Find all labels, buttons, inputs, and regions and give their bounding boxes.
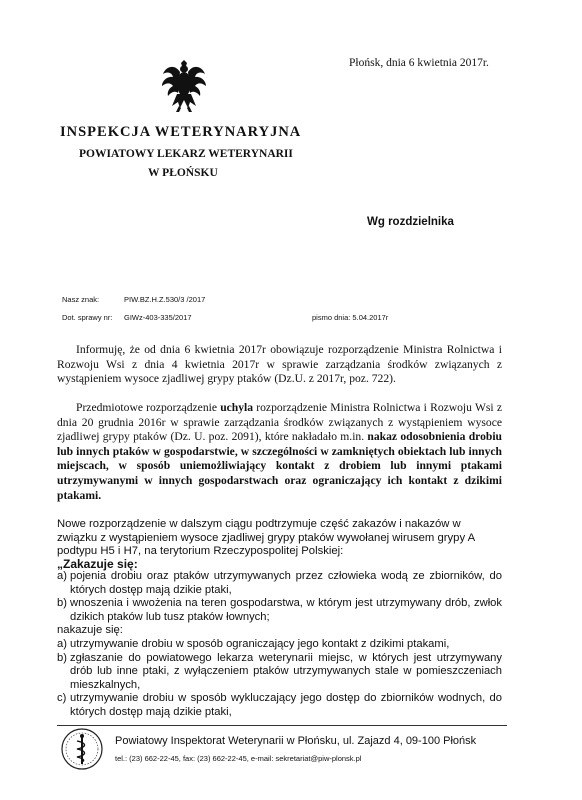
- orders-list: [57, 638, 502, 720]
- recipient: Wg rozdzielnika: [367, 216, 454, 228]
- letter-date: pismo dnia: 5.04.2017r: [312, 313, 389, 322]
- paragraph-intro: Informuję, że od dnia 6 kwietnia 2017r obowiązuje rozporządzenie Ministra Rolnictwa i Rozwoju Wsi z dnia 4 kwietnia 2017r w sprawie zarządzania środków związanych z wystąpieniem wysoce zjadliwej grypy ptaków (Dz.U. z 2017r, poz. 722).: [57, 343, 502, 386]
- list-item: [57, 570, 502, 597]
- list-item: [57, 692, 502, 719]
- p2-keyword: uchyla: [220, 401, 254, 414]
- list-marker: a): [57, 638, 67, 650]
- prohibitions-heading: „Zakazuje się:: [57, 557, 138, 571]
- list-item: [57, 638, 502, 652]
- paragraph-new-regulation: Nowe rozporządzenie w dalszym ciągu podtrzymuje część zakazów i nakazów w związku z wystąpieniem wysoce zjadliwej grypy ptaków wywołanej wirusem grypy A podtypu H5 i H7, na terytorium Rzeczypospolitej Polskiej:: [57, 518, 475, 557]
- list-marker: c): [57, 692, 67, 705]
- p2-text-c: rozporządzenie Ministra Rolnictwa i Rozwoju Wsi z dnia 20 grudnia 2016r w sprawie zarządzania środków związanych z wystąpieniem wysoce zjadliwej grypy ptaków (Dz. U. poz. 2091), które nakładało m.in.: [57, 401, 502, 444]
- list-item: [57, 597, 502, 624]
- institution-name: INSPEKCJA WETERYNARYJNA: [60, 124, 302, 140]
- eagle-emblem-icon: [160, 60, 208, 116]
- veterinary-logo-icon: [60, 727, 104, 771]
- list-marker: b): [57, 651, 67, 664]
- p2-bold-text: nakaz odosobnienia drobiu lub innych ptaków w gospodarstwie, w szczególności w zamkniętych obiektach lub innych miejscach, w sposób uniemożliwiający kontakt z drobiem lub innymi ptakami utrzymywanymi w innych gospodarstwach oraz ograniczający ich kontakt z dzikimi ptakami.: [57, 430, 502, 502]
- list-text: wnoszenia i wwożenia na teren gospodarstwa, w którym jest utrzymywany drób, zwłok dzikich ptaków lub tusz ptaków łownych;: [70, 597, 502, 623]
- list-text: pojenia drobiu oraz ptaków utrzymywanych przez człowieka wodą ze zbiorników, do których dostęp mają dzikie ptaki,: [70, 570, 502, 596]
- list-marker: b): [57, 597, 67, 610]
- paragraph-repeal: [57, 401, 502, 503]
- office-name: POWIATOWY LEKARZ WETERYNARII: [79, 148, 293, 160]
- footer-address: Powiatowy Inspektorat Weterynarii w Płońsku, ul. Zajazd 4, 09-100 Płońsk: [115, 735, 477, 747]
- our-ref-value: PIW.BZ.H.Z.530/3 /2017: [124, 295, 206, 304]
- footer-divider: [57, 725, 507, 726]
- list-marker: a): [57, 570, 67, 582]
- office-location: W PŁOŃSKU: [148, 167, 218, 179]
- list-text: utrzymywanie drobiu w sposób wykluczający jego dostęp do zbiorników wodnych, do których dostęp mają dzikie ptaki,: [70, 692, 502, 718]
- case-ref-label: Dot. sprawy nr:: [62, 313, 113, 322]
- list-text: zgłaszanie do powiatowego lekarza weterynarii miejsc, w których jest utrzymywany drób lub inne ptaki, z wyłączeniem ptaków utrzymywanych stale w pomieszczeniach mieszkalnych,: [70, 651, 502, 691]
- place-date: Płońsk, dnia 6 kwietnia 2017r.: [349, 57, 489, 69]
- p2-text-a: Przedmiotowe rozporządzenie: [76, 401, 221, 414]
- orders-heading: nakazuje się:: [57, 624, 123, 636]
- case-ref-value: GIWz-403-335/2017: [124, 313, 192, 322]
- prohibitions-list: [57, 570, 502, 624]
- list-text: utrzymywanie drobiu w sposób ograniczający jego kontakt z dzikimi ptakami,: [70, 638, 450, 650]
- list-item: [57, 652, 502, 693]
- footer-contact: tel.: (23) 662-22-45, fax: (23) 662-22-45, e-mail: sekretariat@piw-plonsk.pl: [115, 754, 362, 763]
- our-ref-label: Nasz znak:: [62, 295, 100, 304]
